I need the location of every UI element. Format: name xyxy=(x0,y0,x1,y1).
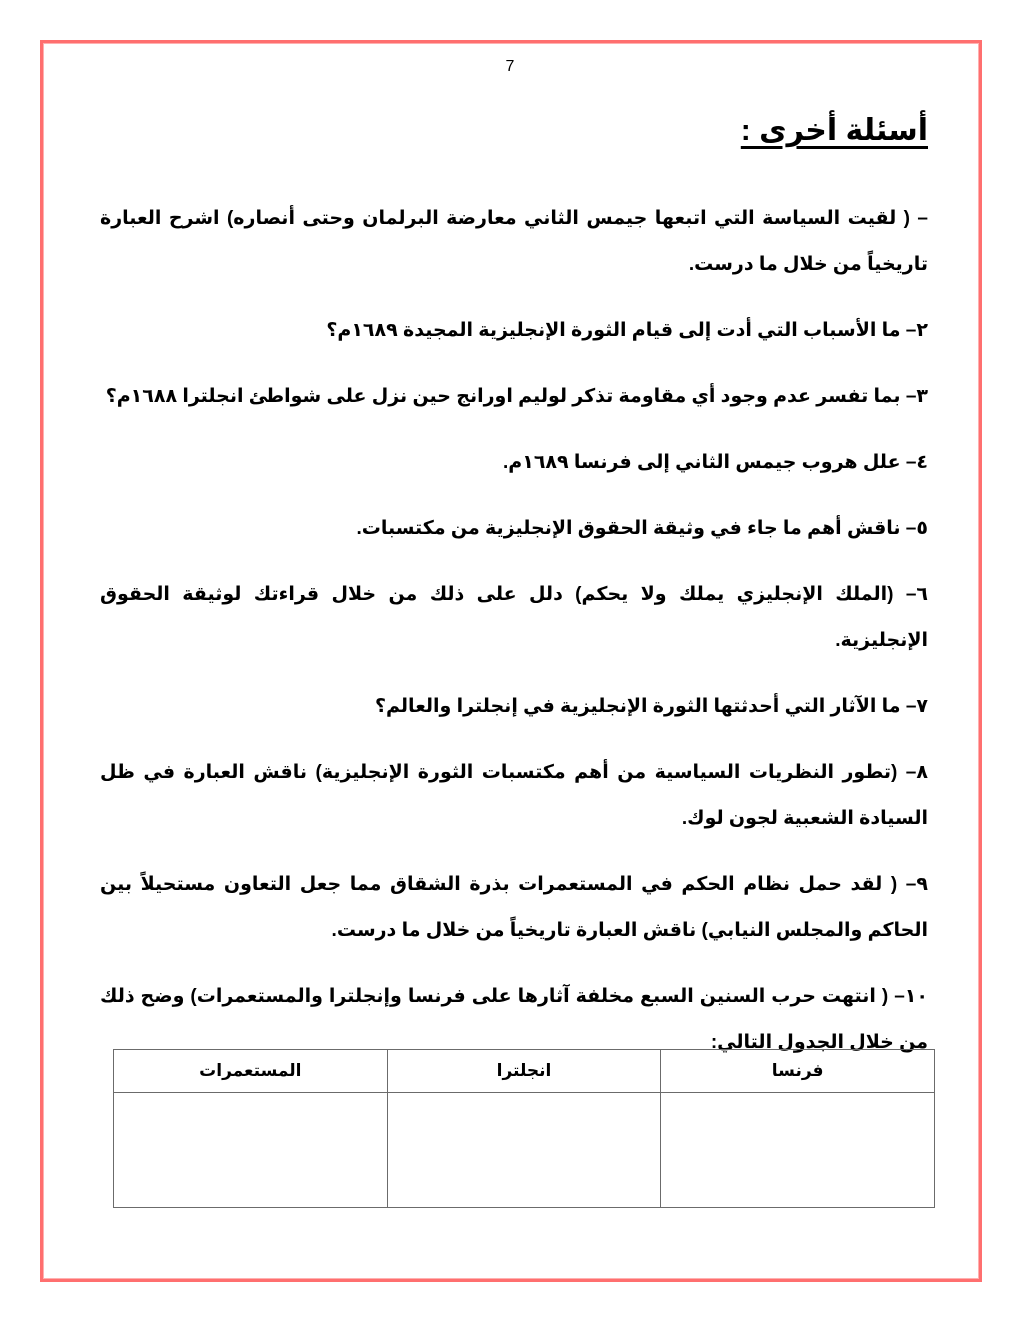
cell-colonies[interactable] xyxy=(114,1093,388,1208)
question-8: ٨– (تطور النظريات السياسية من أهم مكتسبات الثورة الإنجليزية) ناقش العبارة في ظل السيادة الشعبية لجون لوك. xyxy=(100,762,928,829)
header-england: انجلترا xyxy=(387,1050,661,1093)
question-2: ٢– ما الأسباب التي أدت إلى قيام الثورة الإنجليزية المجيدة ١٦٨٩م؟ xyxy=(326,320,928,341)
question-4: ٤– علل هروب جيمس الثاني إلى فرنسا ١٦٨٩م. xyxy=(503,452,928,473)
page-number: 7 xyxy=(505,58,515,75)
header-france: فرنسا xyxy=(661,1050,935,1093)
document-body xyxy=(100,108,928,1086)
table-header-row xyxy=(114,1050,935,1093)
seven-years-war-effects-table xyxy=(113,1049,935,1208)
section-title: أسئلة أخرى : xyxy=(740,114,928,147)
question-3: ٣– بما تفسر عدم وجود أي مقاومة تذكر لوليم اورانج حين نزل على شواطئ انجلترا ١٦٨٨م؟ xyxy=(105,386,928,407)
header-colonies: المستعمرات xyxy=(114,1050,388,1093)
question-10: ١٠– ( انتهت حرب السنين السبع مخلفة آثارها على فرنسا وإنجلترا والمستعمرات) وضح ذلك من خلال الجدول التالي: xyxy=(100,986,928,1053)
question-7: ٧– ما الآثار التي أحدثتها الثورة الإنجليزية في إنجلترا والعالم؟ xyxy=(375,696,928,717)
question-9: ٩– ( لقد حمل نظام الحكم في المستعمرات بذرة الشقاق مما جعل التعاون مستحيلاً بين الحاكم والمجلس النيابي) ناقش العبارة تاريخياً من خلال ما درست. xyxy=(100,874,928,941)
cell-france[interactable] xyxy=(661,1093,935,1208)
table-row xyxy=(114,1093,935,1208)
question-6: ٦– (الملك الإنجليزي يملك ولا يحكم) دلل على ذلك من خلال قراءتك لوثيقة الحقوق الإنجليزية. xyxy=(100,584,928,651)
question-5: ٥– ناقش أهم ما جاء في وثيقة الحقوق الإنجليزية من مكتسبات. xyxy=(356,518,928,539)
cell-england[interactable] xyxy=(387,1093,661,1208)
question-1: – ( لقيت السياسة التي اتبعها جيمس الثاني معارضة البرلمان وحتى أنصاره) اشرح العبارة تاريخياً من خلال ما درست. xyxy=(100,208,928,275)
